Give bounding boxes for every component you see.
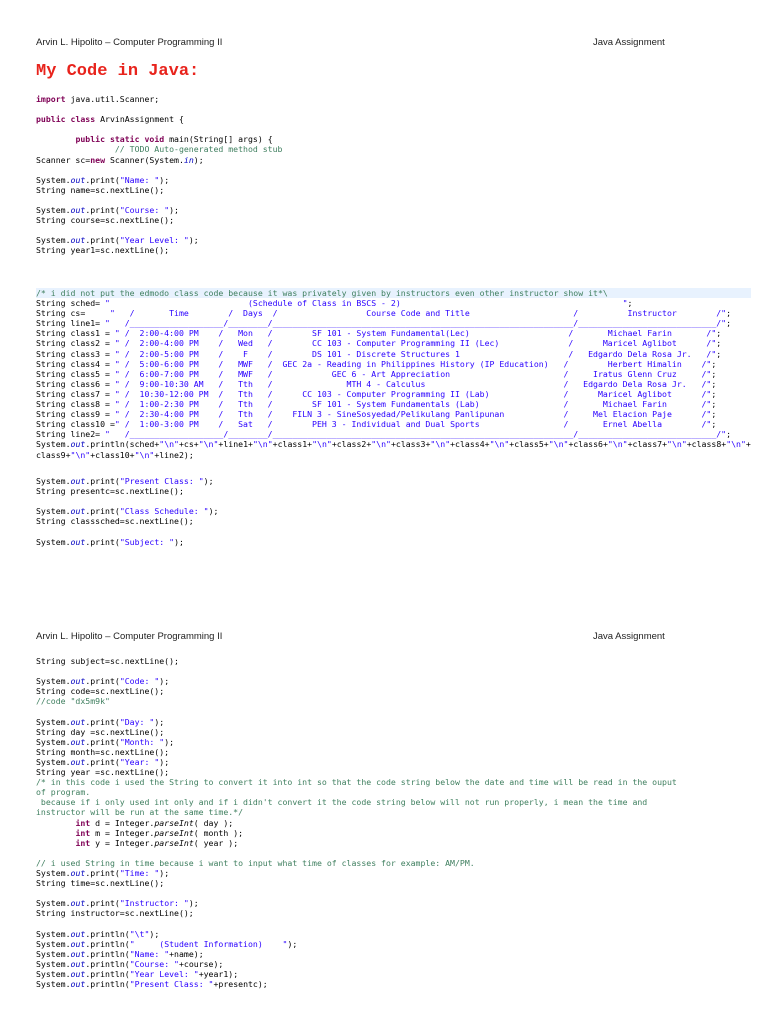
code-line: String line2= " /___________________/________/_____________________________________________________________/____________________________/";	[36, 429, 732, 440]
code-line: String year1=sc.nextLine();	[36, 245, 170, 256]
code-line: class9+"\n"+class10+"\n"+line2);	[36, 449, 194, 460]
code-block	[36, 656, 677, 989]
code-line: System.out.print("Day: ");	[36, 716, 165, 727]
code-line: import java.util.Scanner;	[36, 94, 160, 104]
code-line: String class7 = " / 10:30-12:00 PM / Tth / CC 103 - Computer Programming II (Lab) / Maricel Aglibot /";	[36, 388, 717, 399]
code-line: String classsched=sc.nextLine();	[36, 516, 194, 527]
code-line: public class ArvinAssignment {	[36, 114, 184, 125]
code-line: System.out.print("Name: ");	[36, 174, 170, 185]
code-line: because if i only used int only and if i didn't convert it the code string below will not run properly, i mean the time and	[36, 797, 648, 808]
code-line: String class3 = " / 2:00-5:00 PM / F / DS 101 - Discrete Structures 1 / Edgardo Dela Rosa Jr. /";	[36, 348, 722, 359]
code-line: String subject=sc.nextLine();	[36, 656, 179, 666]
code-line: System.out.println("Course: "+course);	[36, 958, 224, 969]
code-line: System.out.print("Month: ");	[36, 736, 175, 747]
code-line: String course=sc.nextLine();	[36, 215, 175, 226]
code-line	[36, 666, 677, 676]
code-line: //code "dx5m9k"	[36, 696, 110, 707]
code-line: String year =sc.nextLine();	[36, 767, 170, 778]
code-line: System.out.println("Name: "+name);	[36, 948, 204, 959]
code-line	[36, 124, 282, 134]
code-line: System.out.println("\t");	[36, 928, 160, 939]
code-line: String line1= " /___________________/________/_____________________________________________________________/____________________________/";	[36, 318, 732, 329]
code-line: System.out.println("Year Level: "+year1);	[36, 968, 239, 979]
code-line: String class5 = " / 6:00-7:00 PM / MWF / GEC 6 - Art Appreciation / Iratus Glenn Cruz /";	[36, 368, 717, 379]
code-line: int d = Integer.parseInt( day );	[75, 817, 234, 828]
code-line	[36, 888, 677, 898]
header-doc-type: Java Assignment	[593, 631, 665, 642]
code-line: String class2 = " / 2:00-4:00 PM / Wed / CC 103 - Computer Programming II (Lec) / Maricel Aglibot /";	[36, 338, 722, 349]
code-line: String code=sc.nextLine();	[36, 686, 165, 697]
code-line: String instructor=sc.nextLine();	[36, 908, 194, 919]
code-line: String month=sc.nextLine();	[36, 746, 170, 757]
code-line: System.out.print("Year Level: ");	[36, 235, 199, 246]
code-line: String day =sc.nextLine();	[36, 726, 165, 737]
code-line: String sched= " (Schedule of Class in BSCS - 2) ";	[36, 298, 633, 309]
code-line: System.out.print("Instructor: ");	[36, 898, 199, 909]
code-line	[36, 165, 282, 175]
code-line: Scanner sc=new Scanner(System.in);	[36, 154, 204, 165]
code-line: // TODO Auto-generated method stub	[36, 144, 283, 155]
code-line	[36, 225, 282, 235]
code-line: System.out.print("Present Class: ");	[36, 476, 214, 486]
code-line: /* in this code i used the String to convert it into int so that the code string below the date and time will be read in the ouput	[36, 777, 677, 788]
code-line	[36, 848, 677, 858]
code-line: String class1 = " / 2:00-4:00 PM / Mon / SF 101 - System Fundamental(Lec) / Michael Farin /";	[36, 328, 722, 339]
code-line	[36, 526, 218, 536]
code-line: System.out.println(sched+"\n"+cs+"\n"+line1+"\n"+class1+"\n"+class2+"\n"+class3+"\n"+class4+"\n"+class5+"\n"+class6+"\n"+class7+"\n"+class8+"\n"+	[36, 439, 751, 450]
code-line: System.out.print("Course: ");	[36, 205, 179, 216]
code-line: String class8 = " / 1:00-2:30 PM / Tth / SF 101 - System Fundamentals (Lab) / Michael Farin /";	[36, 399, 717, 410]
code-line: String class4 = " / 5:00-6:00 PM / MWF / GEC 2a - Reading in Philippines History (IP Education) / Herbert Himalin /";	[36, 358, 717, 369]
code-line: String class9 = " / 2:30-4:00 PM / Tth / FILN 3 - SineSosyedad/Pelikulang Panlipunan / Mel Elacion Paje /";	[36, 409, 717, 420]
code-block	[36, 288, 751, 460]
code-line: System.out.print("Subject: ");	[36, 536, 184, 547]
header-doc-type: Java Assignment	[593, 37, 665, 48]
code-line	[36, 918, 677, 928]
code-line: public static void main(String[] args) {	[75, 134, 273, 145]
code-line: System.out.print("Code: ");	[36, 676, 170, 687]
code-line: System.out.print("Time: ");	[36, 867, 170, 878]
code-line: String time=sc.nextLine();	[36, 878, 165, 889]
code-line	[36, 104, 282, 114]
code-block	[36, 476, 218, 547]
code-line: int y = Integer.parseInt( year );	[75, 837, 239, 848]
code-line: System.out.print("Year: ");	[36, 756, 170, 767]
header-author-course: Arvin L. Hipolito – Computer Programming II	[36, 631, 223, 642]
code-line: String name=sc.nextLine();	[36, 184, 165, 195]
page-title: My Code in Java:	[36, 62, 200, 81]
code-line	[36, 706, 677, 716]
code-line	[36, 496, 218, 506]
code-line: instructor will be run at the same time.*/	[36, 807, 244, 818]
document-page-2	[0, 600, 768, 1024]
code-line: String class6 = " / 9:00-10:30 AM / Tth / MTH 4 - Calculus / Edgardo Dela Rosa Jr. /";	[36, 378, 717, 389]
code-line: String presentc=sc.nextLine();	[36, 486, 184, 497]
code-line: System.out.println("Present Class: "+presentc);	[36, 979, 268, 989]
code-line: // i used String in time because i want to input what time of classes for example: AM/PM.	[36, 857, 475, 868]
header-author-course: Arvin L. Hipolito – Computer Programming II	[36, 37, 223, 48]
code-line: String cs= " / Time / Days / Course Code and Title / Instructor /";	[36, 308, 732, 319]
code-line: String class10 =" / 1:00-3:00 PM / Sat / PEH 3 - Individual and Dual Sports / Ernel Abella /";	[36, 419, 717, 430]
code-line: System.out.println(" (Student Information) ");	[36, 938, 298, 949]
code-line: int m = Integer.parseInt( month );	[75, 827, 244, 838]
code-line: of program.	[36, 787, 91, 798]
code-line: /* i did not put the edmodo class code because it was privately given by instructors even other instructor show it*\	[36, 288, 751, 298]
code-block	[36, 94, 282, 256]
code-line	[36, 195, 282, 205]
code-line: System.out.print("Class Schedule: ");	[36, 506, 219, 517]
